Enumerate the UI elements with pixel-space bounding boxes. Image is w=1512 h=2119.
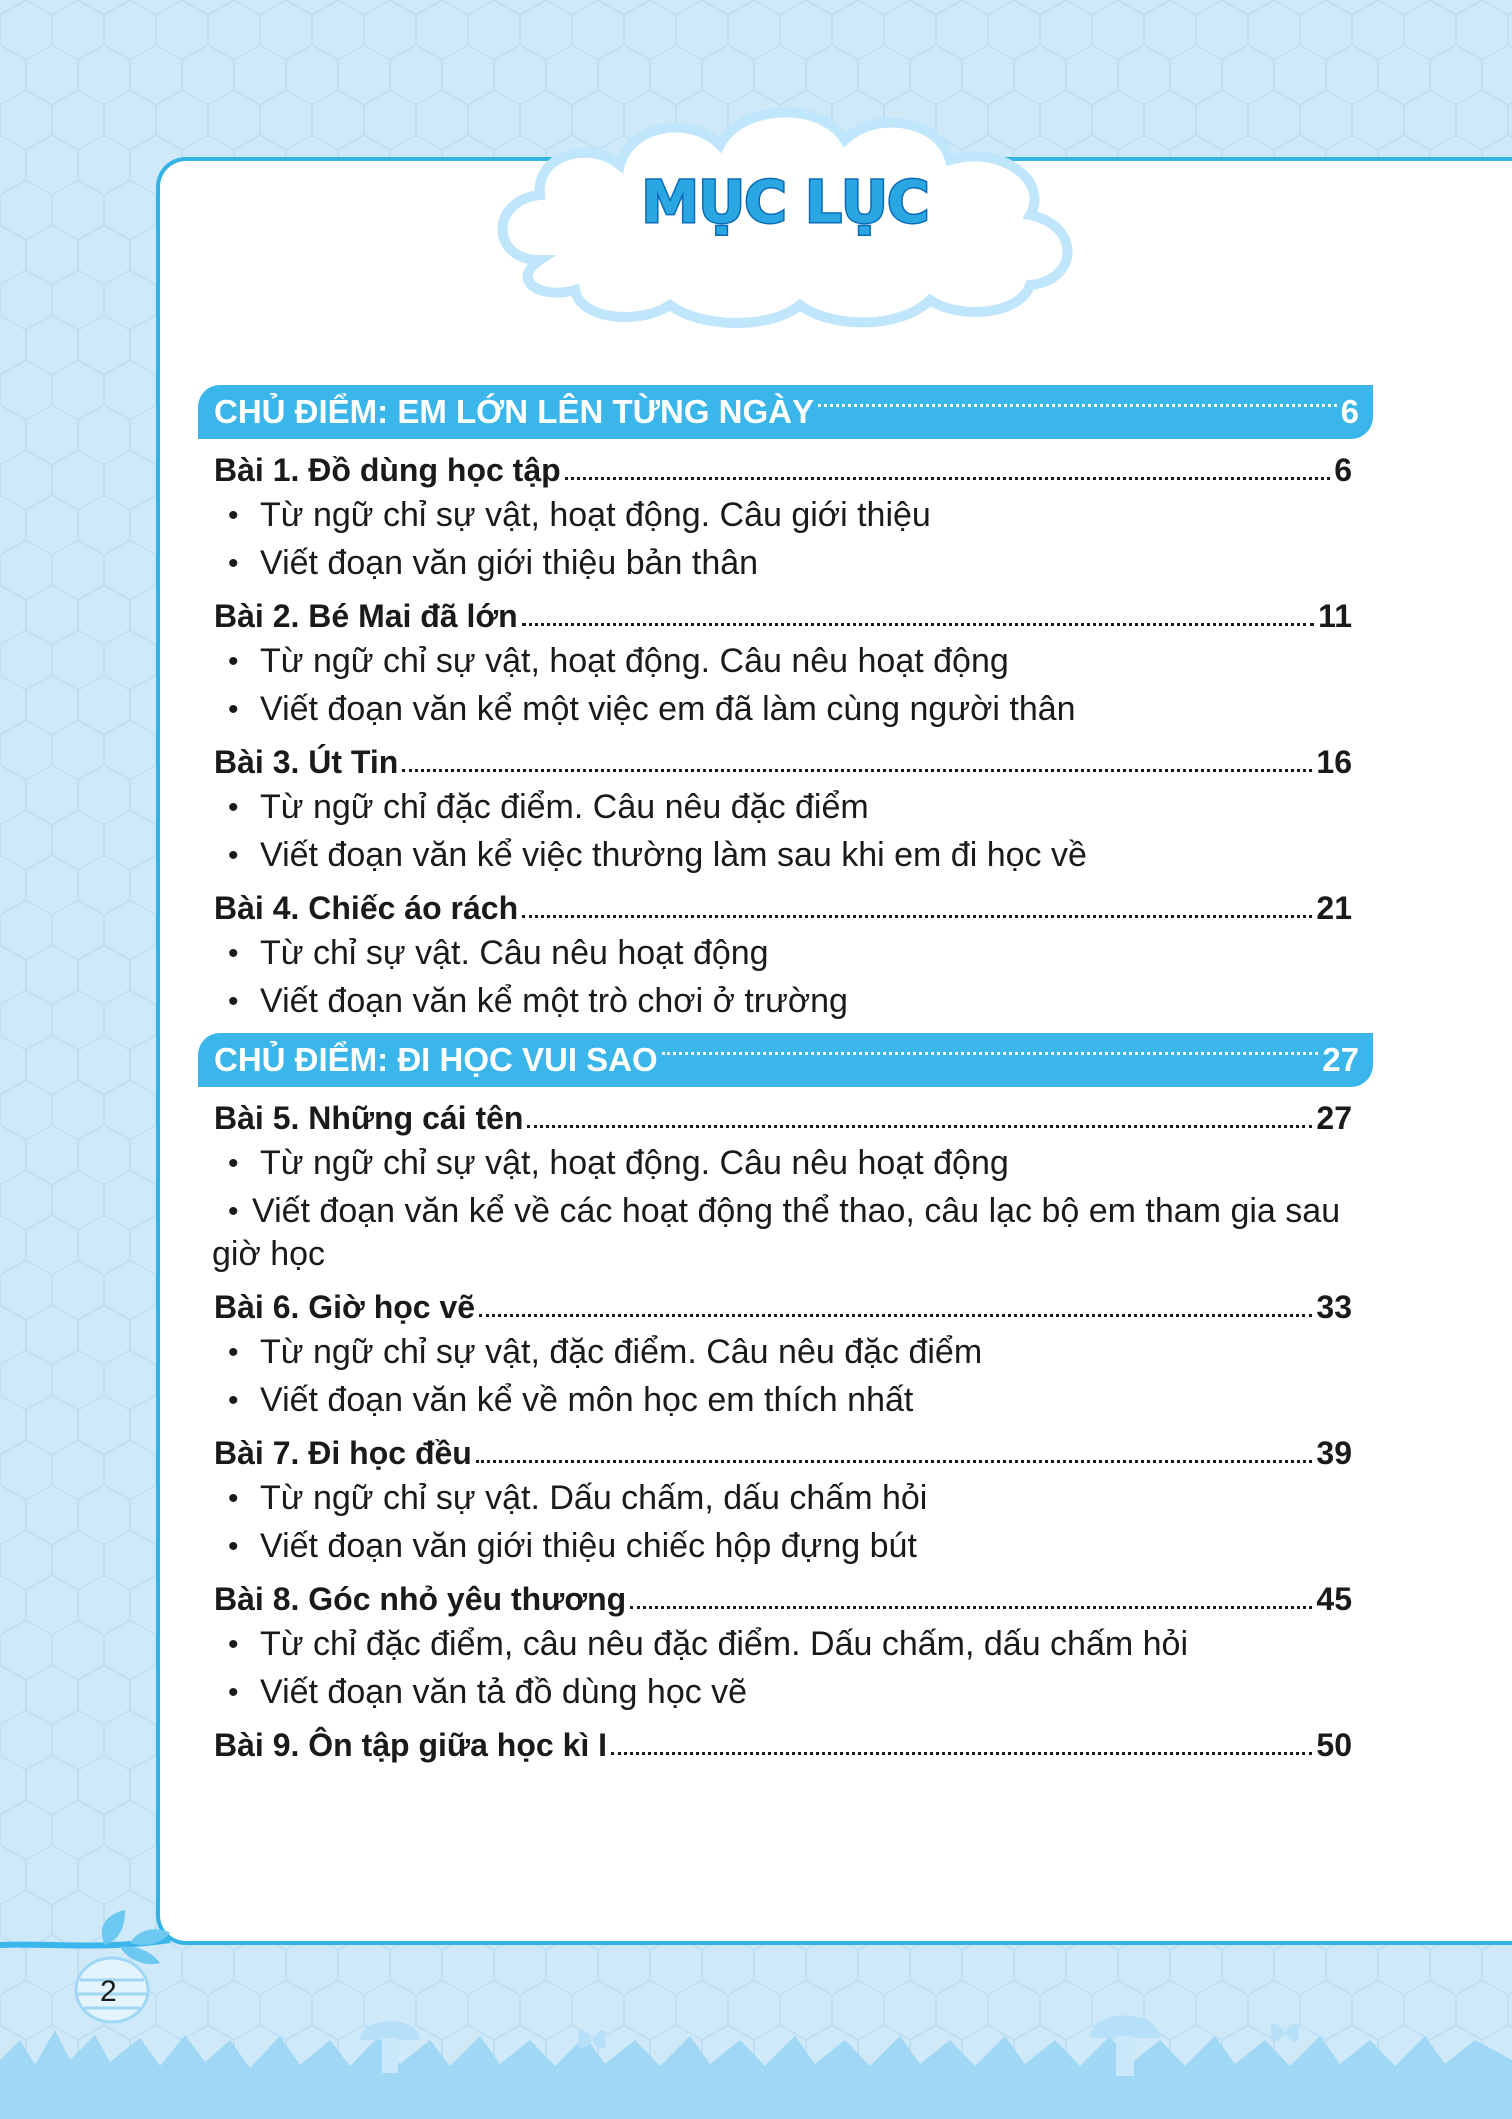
section-page: 27 — [1322, 1041, 1359, 1078]
bullet-icon: • — [228, 791, 239, 824]
table-of-contents — [198, 385, 1373, 1764]
list-item: • Từ chỉ sự vật. Câu nêu hoạt động — [198, 932, 1373, 975]
list-item: • Viết đoạn văn giới thiệu chiếc hộp đựng bút — [198, 1525, 1373, 1568]
mushroom-icon — [1085, 2000, 1165, 2080]
lesson-entry[interactable] — [198, 889, 1373, 927]
page-title: MỤC LỤC — [641, 168, 929, 236]
list-item: • Từ ngữ chỉ sự vật, đặc điểm. Câu nêu đặc điểm — [198, 1331, 1373, 1374]
lesson-page: 45 — [1316, 1581, 1352, 1617]
lesson-title: Bài 2. Bé Mai đã lớn — [214, 598, 518, 634]
section-heading[interactable] — [198, 1033, 1373, 1087]
dot-leader — [662, 1052, 1319, 1055]
lesson-entry[interactable] — [198, 1726, 1373, 1764]
dot-leader — [522, 623, 1314, 626]
bullet-icon: • — [228, 693, 239, 726]
lesson-title: Bài 3. Út Tin — [214, 744, 399, 780]
list-item: • Từ chỉ đặc điểm, câu nêu đặc điểm. Dấu chấm, dấu chấm hỏi — [198, 1623, 1373, 1666]
section-title: CHỦ ĐIỂM: ĐI HỌC VUI SAO — [214, 1041, 658, 1078]
lesson-entry[interactable] — [198, 743, 1373, 781]
lesson-page: 33 — [1316, 1289, 1352, 1325]
lesson-title: Bài 6. Giờ học vẽ — [214, 1289, 476, 1325]
lesson-entry[interactable] — [198, 451, 1373, 489]
bullet-icon: • — [228, 937, 239, 970]
bullet-icon: • — [228, 1676, 239, 1709]
list-item: • Viết đoạn văn kể một việc em đã làm cùng người thân — [198, 688, 1373, 731]
dot-leader — [611, 1752, 1312, 1755]
lesson-page: 11 — [1318, 598, 1352, 634]
lesson-page: 39 — [1316, 1435, 1352, 1471]
list-item: • Từ ngữ chỉ đặc điểm. Câu nêu đặc điểm — [198, 786, 1373, 829]
list-item: • Viết đoạn văn tả đồ dùng học vẽ — [198, 1671, 1373, 1714]
lesson-page: 16 — [1316, 744, 1352, 780]
dot-leader — [527, 1125, 1312, 1128]
bullet-icon: • — [228, 645, 239, 678]
list-item: • Viết đoạn văn kể về các hoạt động thể thao, câu lạc bộ em tham gia sau giờ học — [212, 1192, 1341, 1273]
lesson-entry[interactable] — [198, 1434, 1373, 1472]
lesson-title: Bài 9. Ôn tập giữa học kì I — [214, 1727, 608, 1763]
bullet-icon: • — [228, 547, 239, 580]
page-number: 2 — [100, 1975, 117, 2008]
lesson-entry[interactable] — [198, 1288, 1373, 1326]
list-item: • Viết đoạn văn kể về môn học em thích nhất — [198, 1379, 1373, 1422]
list-item: • Viết đoạn văn kể việc thường làm sau khi em đi học về — [198, 834, 1373, 877]
bullet-icon: • — [228, 1336, 239, 1369]
section-page: 6 — [1340, 393, 1359, 430]
dot-leader — [476, 1460, 1313, 1463]
list-item: • Từ ngữ chỉ sự vật, hoạt động. Câu nêu hoạt động — [198, 640, 1373, 683]
mushroom-icon — [355, 2005, 425, 2075]
bullet-icon: • — [228, 499, 239, 532]
lesson-entry[interactable] — [198, 597, 1373, 635]
list-item: • Viết đoạn văn giới thiệu bản thân — [198, 542, 1373, 585]
dot-leader — [402, 769, 1312, 772]
bullet-icon: • — [228, 1384, 239, 1417]
list-item: • Từ ngữ chỉ sự vật. Dấu chấm, dấu chấm hỏi — [198, 1477, 1373, 1520]
lesson-page: 27 — [1316, 1100, 1352, 1136]
lesson-entry[interactable] — [198, 1099, 1373, 1137]
bullet-icon: • — [228, 839, 239, 872]
lesson-title: Bài 1. Đồ dùng học tập — [214, 452, 561, 488]
lesson-title: Bài 4. Chiếc áo rách — [214, 890, 519, 926]
section-title: CHỦ ĐIỂM: EM LỚN LÊN TỪNG NGÀY — [214, 393, 815, 430]
dot-leader — [565, 477, 1331, 480]
dot-leader — [630, 1606, 1312, 1609]
list-item: • Từ ngữ chỉ sự vật, hoạt động. Câu giới thiệu — [198, 494, 1373, 537]
bullet-icon: • — [228, 1628, 239, 1661]
lesson-page: 21 — [1316, 890, 1352, 926]
section-heading[interactable] — [198, 385, 1373, 439]
bullet-icon: • — [228, 1530, 239, 1563]
bullet-icon: • — [228, 1482, 239, 1515]
butterfly-icon — [575, 2025, 609, 2055]
lesson-page: 6 — [1334, 452, 1352, 488]
dot-leader — [818, 404, 1337, 407]
butterfly-icon — [1268, 2018, 1302, 2048]
lesson-title: Bài 5. Những cái tên — [214, 1100, 524, 1136]
list-item: • Viết đoạn văn kể một trò chơi ở trường — [198, 980, 1373, 1023]
lesson-entry[interactable] — [198, 1580, 1373, 1618]
bullet-icon: • — [228, 1147, 239, 1180]
dot-leader — [479, 1314, 1312, 1317]
bullet-icon: • — [228, 985, 239, 1018]
lesson-title: Bài 8. Góc nhỏ yêu thương — [214, 1581, 627, 1617]
lesson-page: 50 — [1316, 1727, 1352, 1763]
lesson-title: Bài 7. Đi học đều — [214, 1435, 472, 1471]
list-item: • Từ ngữ chỉ sự vật, hoạt động. Câu nêu hoạt động — [198, 1142, 1373, 1185]
dot-leader — [522, 915, 1312, 918]
